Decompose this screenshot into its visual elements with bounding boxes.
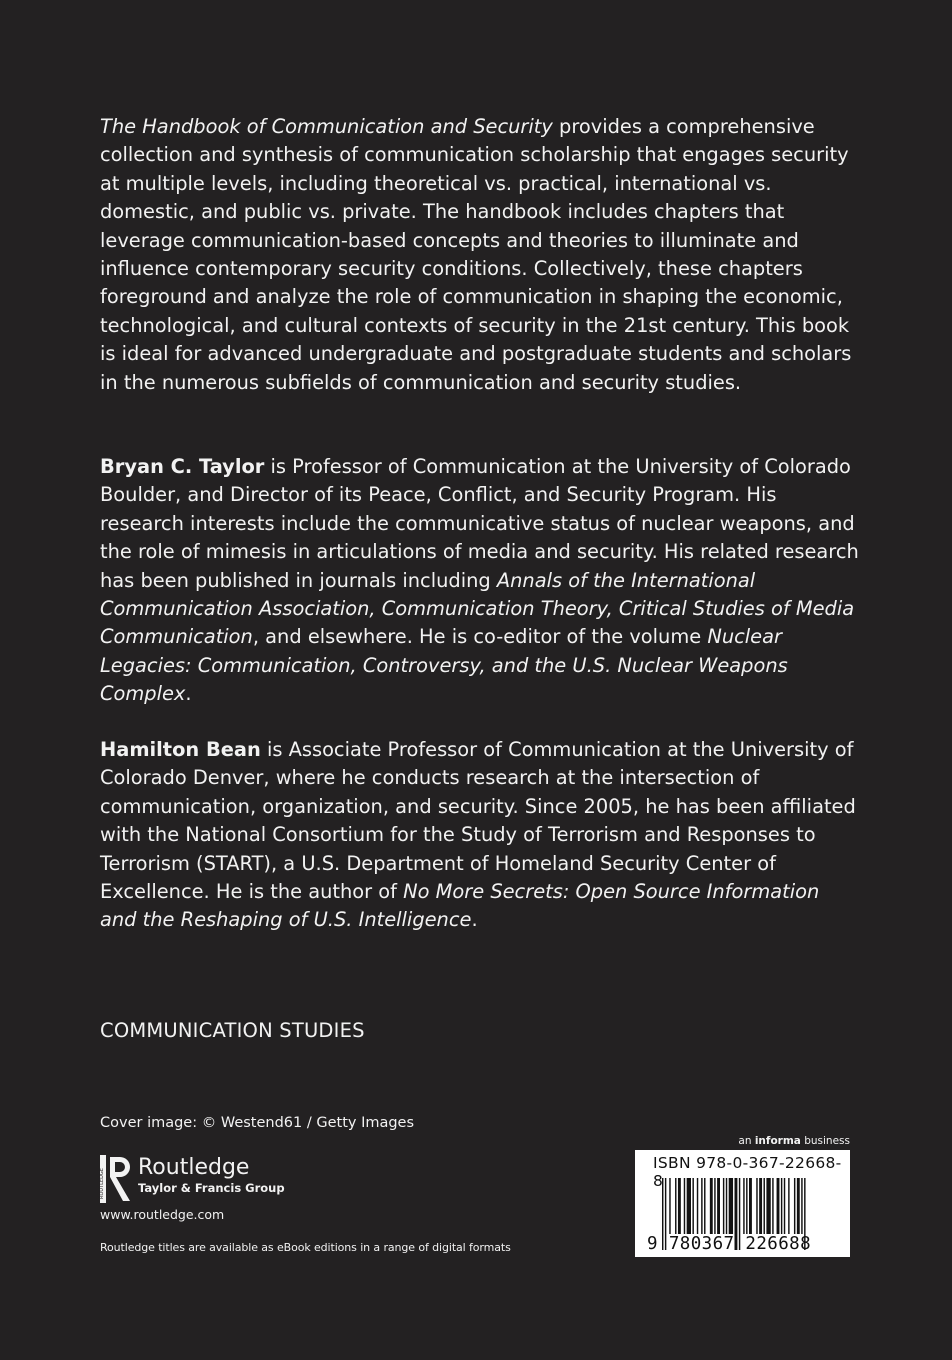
publisher-name: Routledge xyxy=(138,1155,250,1180)
subject-category: COMMUNICATION STUDIES xyxy=(100,1019,365,1042)
bio-text: , and elsewhere. He is co-editor of the volume xyxy=(252,625,708,649)
informa-suffix: business xyxy=(800,1135,850,1147)
author-bio-bean xyxy=(100,736,860,935)
publisher-wordmark xyxy=(138,1155,285,1195)
bio-text: is Associate Professor of Communication at the University of Colorado Denver, where he conducts research at the intersection of communication, organization, and security. Since 2005, he has been affiliated with the National Consortium for the Study of Terrorism and Responses to Terrorism (START), a U.S. Department of Homeland Security Center of Excellence. He is the author of xyxy=(100,738,856,904)
bio-text: . xyxy=(471,908,478,932)
publisher-group: Taylor & Francis Group xyxy=(138,1181,285,1195)
routledge-logo-icon xyxy=(100,1155,132,1203)
informa-tagline xyxy=(738,1135,850,1147)
journal-list: Annals of the International Communication Association, Communication Theory, Critical Studies of Media Communication xyxy=(100,568,855,649)
volume-title: Nuclear Legacies: Communication, Controversy, and the U.S. Nuclear Weapons Complex xyxy=(100,625,788,706)
book-description xyxy=(100,113,860,397)
bio-text: . xyxy=(185,682,192,706)
isbn-barcode xyxy=(635,1150,850,1257)
bio-text: is Professor of Communication at the University of Colorado Boulder, and Director of its Peace, Conflict, and Security Program. His research interests include the communicative status of nuclear weapons, and the role of mimesis in articulations of media and security. His related research has been published in journals including xyxy=(100,455,859,592)
barcode-digits: 9 780367 226688 xyxy=(647,1234,812,1254)
cover-credit: Cover image: © Westend61 / Getty Images xyxy=(100,1115,415,1131)
book-title: No More Secrets: Open Source Information and the Reshaping of U.S. Intelligence xyxy=(100,880,820,932)
svg-text:ROUTLEDGE: ROUTLEDGE xyxy=(99,1168,105,1199)
publisher-logo xyxy=(100,1155,285,1203)
isbn-number: ISBN 978-0-367-22668-8 xyxy=(653,1154,842,1190)
author-bio-taylor xyxy=(100,453,860,709)
author-name: Hamilton Bean xyxy=(100,738,261,761)
ebook-note: Routledge titles are available as eBook editions in a range of digital formats xyxy=(100,1241,511,1254)
description-text: provides a comprehensive collection and synthesis of communication scholarship that engages security at multiple levels, including theoretical vs. practical, international vs. domestic, and public vs. private. The handbook includes chapters that leverage communication-based concepts and theories to illuminate and influence contemporary security conditions. Collectively, these chapters foreground and analyze the role of communication in shaping the economic, technological, and cultural contexts of security in the 21st century. This book is ideal for advanced undergraduate and postgraduate students and scholars in the numerous subfields of communication and security studies. xyxy=(100,115,852,394)
publisher-url[interactable]: www.routledge.com xyxy=(100,1207,225,1222)
informa-brand: informa xyxy=(754,1135,801,1147)
book-title: The Handbook of Communication and Security xyxy=(100,115,553,138)
informa-prefix: an xyxy=(738,1135,755,1147)
author-name: Bryan C. Taylor xyxy=(100,455,265,478)
